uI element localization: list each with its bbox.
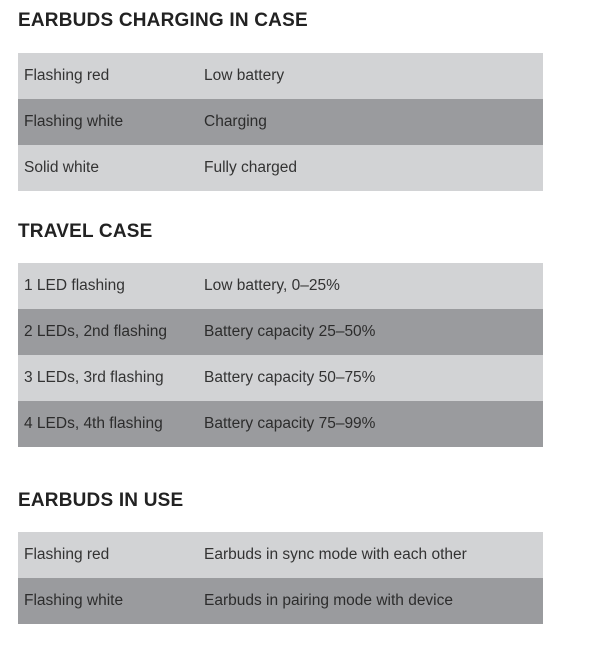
status-table [18, 532, 543, 624]
meaning-cell: Low battery [204, 53, 543, 99]
table-row [18, 355, 543, 401]
table-row [18, 99, 543, 145]
meaning-cell: Fully charged [204, 145, 543, 191]
table-row [18, 401, 543, 447]
table-row [18, 532, 543, 578]
status-table [18, 263, 543, 447]
indicator-cell: 3 LEDs, 3rd flashing [18, 355, 204, 401]
indicator-cell: 1 LED flashing [18, 263, 204, 309]
section-title: EARBUDS IN USE [18, 490, 184, 511]
meaning-cell: Low battery, 0–25% [204, 263, 543, 309]
meaning-cell: Battery capacity 25–50% [204, 309, 543, 355]
indicator-cell: Flashing white [18, 578, 204, 624]
indicator-cell: 2 LEDs, 2nd flashing [18, 309, 204, 355]
section-title: TRAVEL CASE [18, 221, 153, 242]
table-row [18, 578, 543, 624]
meaning-cell: Earbuds in sync mode with each other [204, 532, 543, 578]
meaning-cell: Battery capacity 75–99% [204, 401, 543, 447]
indicator-cell: Flashing red [18, 532, 204, 578]
table-row [18, 309, 543, 355]
section-earbuds-in-use [18, 489, 543, 624]
table-row [18, 263, 543, 309]
indicator-cell: Solid white [18, 145, 204, 191]
indicator-cell: 4 LEDs, 4th flashing [18, 401, 204, 447]
indicator-cell: Flashing white [18, 99, 204, 145]
meaning-cell: Charging [204, 99, 543, 145]
meaning-cell: Earbuds in pairing mode with device [204, 578, 543, 624]
table-row [18, 145, 543, 191]
meaning-cell: Battery capacity 50–75% [204, 355, 543, 401]
table-row [18, 53, 543, 99]
status-table [18, 53, 543, 191]
section-earbuds-charging-in-case [18, 9, 543, 191]
indicator-cell: Flashing red [18, 53, 204, 99]
section-travel-case [18, 220, 543, 447]
section-title: EARBUDS CHARGING IN CASE [18, 10, 308, 31]
